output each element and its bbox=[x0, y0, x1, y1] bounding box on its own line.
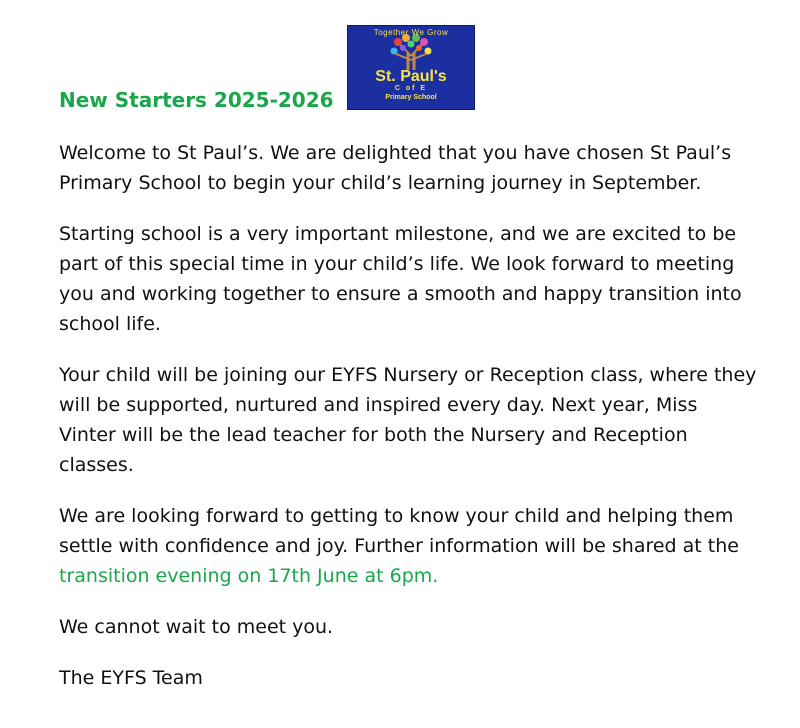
letter-body bbox=[59, 138, 759, 714]
paragraph-closing: We cannot wait to meet you. bbox=[59, 616, 334, 638]
logo-school-name: St. Paul's bbox=[375, 68, 447, 85]
signoff: The EYFS Team bbox=[59, 667, 203, 689]
paragraph-milestone: Starting school is a very important milestone, and we are excited to be part of this special time in your child’s life. We look forward to meeting you and working together to ensure a smooth and happy transition into school life. bbox=[59, 223, 742, 335]
paragraph-class-info: Your child will be joining our EYFS Nursery or Reception class, where they will be supported, nurtured and inspired every day. Next year, Miss Vinter will be the lead teacher for both the Nursery and Reception classes. bbox=[59, 364, 757, 476]
logo-denomination: C of E bbox=[394, 85, 428, 92]
logo-motto: Together We Grow bbox=[373, 28, 449, 37]
paragraph-welcome: Welcome to St Paul’s. We are delighted that you have chosen St Paul’s Primary School to begin your child’s learning journey in September. bbox=[59, 142, 732, 194]
logo-school-type: Primary School bbox=[385, 94, 437, 101]
transition-text: We are looking forward to getting to know your child and helping them settle with confidence and joy. Further information will be shared at the bbox=[59, 505, 739, 557]
page-title: New Starters 2025-2026 bbox=[59, 88, 334, 112]
letter-header bbox=[59, 24, 779, 114]
school-logo bbox=[347, 25, 475, 110]
transition-evening-highlight: transition evening on 17th June at 6pm. bbox=[59, 565, 439, 587]
paragraph-transition bbox=[59, 501, 759, 591]
